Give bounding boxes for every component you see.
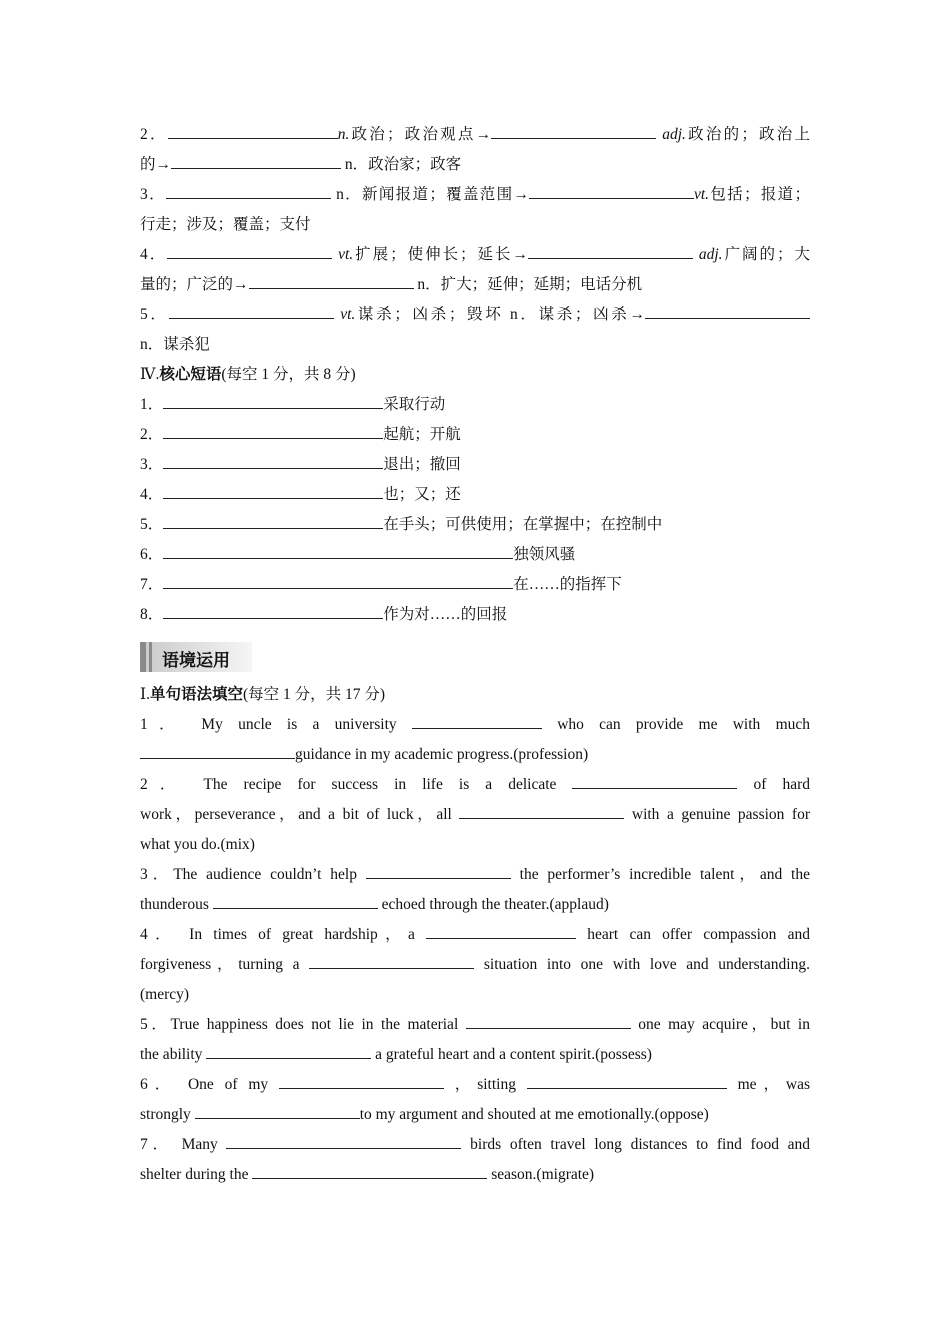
vocab-item-3-line1: 3． n．新闻报道；覆盖范围→ vt.包括；报道； bbox=[140, 180, 810, 210]
answer-blank[interactable] bbox=[366, 862, 511, 879]
vocab-item-3-line2: 行走；涉及；覆盖；支付 bbox=[140, 216, 311, 233]
answer-blank[interactable] bbox=[529, 182, 694, 199]
answer-blank[interactable] bbox=[163, 452, 383, 469]
phrase-item-3: 3． 退出；撤回 bbox=[140, 450, 810, 480]
banner-bar-icon bbox=[149, 642, 152, 672]
sentence-4-line3: (mercy) bbox=[140, 986, 190, 1003]
phrase-item-1: 1． 采取行动 bbox=[140, 390, 810, 420]
answer-blank[interactable] bbox=[527, 1072, 727, 1089]
answer-blank[interactable] bbox=[140, 742, 295, 759]
vocab-item-2-line2: 的→ n．政治家；政客 bbox=[140, 150, 810, 180]
answer-blank[interactable] bbox=[195, 1102, 360, 1119]
sentence-3-line2: thunderous echoed through the theater.(applaud) bbox=[140, 890, 810, 920]
section-banner: 语境运用 bbox=[140, 642, 252, 672]
answer-blank[interactable] bbox=[459, 802, 624, 819]
phrase-item-5: 5． 在手头；可供使用；在掌握中；在控制中 bbox=[140, 510, 810, 540]
answer-blank[interactable] bbox=[528, 242, 693, 259]
answer-blank[interactable] bbox=[645, 302, 810, 319]
worksheet-content bbox=[140, 120, 810, 1190]
answer-blank[interactable] bbox=[171, 152, 341, 169]
sentence-6-line2: strongly to my argument and shouted at me emotionally.(oppose) bbox=[140, 1100, 810, 1130]
sentence-6-line1: 6． One of my ，sitting me，was bbox=[140, 1070, 810, 1100]
answer-blank[interactable] bbox=[163, 512, 383, 529]
phrase-item-4: 4． 也；又；还 bbox=[140, 480, 810, 510]
answer-blank[interactable] bbox=[163, 572, 513, 589]
phrase-item-8: 8． 作为对……的回报 bbox=[140, 600, 810, 630]
phrase-item-6: 6． 独领风骚 bbox=[140, 540, 810, 570]
sentence-5-line2: the ability a grateful heart and a content spirit.(possess) bbox=[140, 1040, 810, 1070]
sentence-7-line2: shelter during the season.(migrate) bbox=[140, 1160, 810, 1190]
answer-blank[interactable] bbox=[466, 1012, 631, 1029]
phrase-item-2: 2． 起航；开航 bbox=[140, 420, 810, 450]
sentence-2-line3: what you do.(mix) bbox=[140, 836, 255, 853]
answer-blank[interactable] bbox=[163, 602, 383, 619]
sentence-2-line1: 2． The recipe for success in life is a delicate of hard bbox=[140, 770, 810, 800]
sentence-3-line1: 3．The audience couldn’t help the performer’s incredible talent，and the bbox=[140, 860, 810, 890]
answer-blank[interactable] bbox=[163, 422, 383, 439]
sentence-1-line2: guidance in my academic progress.(profession) bbox=[140, 740, 810, 770]
answer-blank[interactable] bbox=[226, 1132, 461, 1149]
answer-blank[interactable] bbox=[491, 122, 656, 139]
answer-blank[interactable] bbox=[309, 952, 474, 969]
vocab-item-4-line1: 4． vt.扩展；使伸长；延长→ adj.广阔的；大 bbox=[140, 240, 810, 270]
sentence-4-line2: forgiveness，turning a situation into one with love and understanding. bbox=[140, 950, 810, 980]
answer-blank[interactable] bbox=[252, 1162, 487, 1179]
sentence-2-line2: work，perseverance，and a bit of luck，all with a genuine passion for bbox=[140, 800, 810, 830]
answer-blank[interactable] bbox=[163, 542, 513, 559]
answer-blank[interactable] bbox=[166, 182, 331, 199]
sentence-1-line1: 1． My uncle is a university who can provide me with much bbox=[140, 710, 810, 740]
answer-blank[interactable] bbox=[163, 392, 383, 409]
banner-bar-icon bbox=[140, 642, 146, 672]
phrases-section-heading: Ⅳ.核心短语(每空 1 分，共 8 分) bbox=[140, 366, 356, 383]
vocab-item-4-line2: 量的；广泛的→ n．扩大；延伸；延期；电话分机 bbox=[140, 270, 810, 300]
answer-blank[interactable] bbox=[249, 272, 414, 289]
answer-blank[interactable] bbox=[412, 712, 542, 729]
answer-blank[interactable] bbox=[279, 1072, 444, 1089]
answer-blank[interactable] bbox=[572, 772, 737, 789]
grammar-section-heading: Ⅰ.单句语法填空(每空 1 分，共 17 分) bbox=[140, 686, 386, 703]
sentence-5-line1: 5．True happiness does not lie in the material one may acquire，but in bbox=[140, 1010, 810, 1040]
answer-blank[interactable] bbox=[167, 242, 332, 259]
answer-blank[interactable] bbox=[213, 892, 378, 909]
answer-blank[interactable] bbox=[206, 1042, 371, 1059]
sentence-4-line1: 4． In times of great hardship，a heart can offer compassion and bbox=[140, 920, 810, 950]
phrase-item-7: 7． 在……的指挥下 bbox=[140, 570, 810, 600]
answer-blank[interactable] bbox=[169, 302, 334, 319]
vocab-item-2-line1: 2． n.政治；政治观点→ adj.政治的；政治上 bbox=[140, 120, 810, 150]
answer-blank[interactable] bbox=[168, 122, 338, 139]
sentence-7-line1: 7． Many birds often travel long distances to find food and bbox=[140, 1130, 810, 1160]
answer-blank[interactable] bbox=[426, 922, 576, 939]
vocab-item-5-line1: 5． vt.谋杀；凶杀；毁坏 n．谋杀；凶杀→ bbox=[140, 300, 810, 330]
vocab-item-5-line2: n．谋杀犯 bbox=[140, 336, 210, 353]
answer-blank[interactable] bbox=[163, 482, 383, 499]
